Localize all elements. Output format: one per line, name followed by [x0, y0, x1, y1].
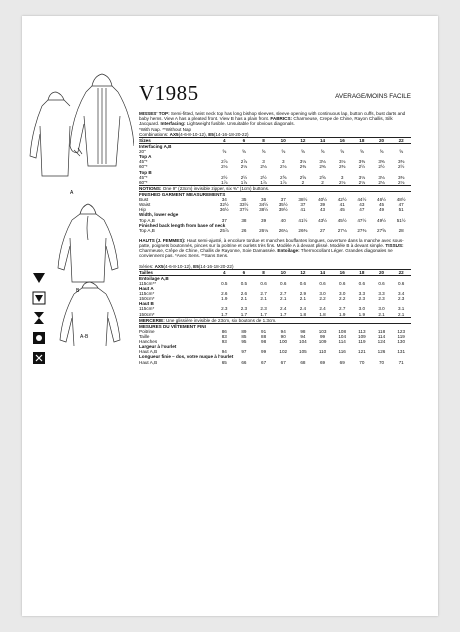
english-measurements-table — [139, 192, 411, 233]
table-cell: 1.9 — [221, 296, 228, 302]
table-cell: 113 — [358, 328, 366, 334]
table-cell: 39½ — [278, 207, 288, 213]
table-cell: 45½ — [337, 217, 347, 223]
row-label: Taille — [139, 334, 150, 340]
table-cell: 2.3 — [221, 306, 228, 312]
table-cell: 2⅝ — [319, 174, 326, 180]
table-cell: 123 — [397, 328, 405, 334]
table-cell: 97 — [241, 349, 247, 355]
table-cell: 121 — [358, 349, 366, 355]
table-cell: 2½ — [221, 174, 228, 180]
row-label: Top A,B — [139, 227, 155, 233]
table-cell: 100 — [279, 339, 288, 345]
table-cell: 2.4 — [299, 306, 307, 312]
table-cell: 94 — [280, 328, 286, 334]
table-cell: 2⅛ — [378, 179, 385, 185]
table-cell: 51½ — [396, 217, 406, 223]
table-cell: 0.6 — [358, 281, 366, 287]
row-label: Longueur finie – dos, votre nuque à l'ourlet — [139, 354, 234, 360]
fr-meas — [139, 324, 411, 365]
table-cell: 116 — [338, 349, 346, 355]
table-cell: 3.0 — [358, 306, 366, 312]
row-label: Haut A — [139, 286, 154, 292]
table-cell: 3 — [340, 174, 344, 180]
row-label: 150cm* — [139, 296, 155, 302]
view-b-label: B — [76, 288, 80, 294]
english-yardage-table — [139, 137, 411, 185]
en-meas — [139, 192, 411, 233]
table-cell: 88 — [261, 334, 267, 340]
cut-pieces-icon — [32, 291, 46, 305]
row-label: Top A,B — [139, 217, 155, 223]
nap-note: *With Nap. **Without Nap — [139, 126, 192, 132]
table-cell: 70 — [378, 359, 385, 365]
french-notions: MERCERIE: Une glissière invisible de 23cm, six boutons de 1.3cm. — [139, 317, 411, 324]
table-cell: 37 — [300, 202, 306, 208]
table-cell: 110 — [318, 349, 327, 355]
table-cell: 103 — [318, 328, 327, 334]
table-cell: 93 — [221, 339, 227, 345]
table-cell: 41½ — [298, 217, 308, 223]
table-cell: 0.6 — [280, 281, 287, 287]
table-cell: 33½ — [239, 202, 249, 208]
table-cell: 69 — [319, 359, 326, 365]
table-cell: 3.0 — [319, 291, 326, 297]
table-cell: 70 — [359, 359, 365, 365]
table-cell: 119 — [397, 334, 405, 340]
table-cell: 109 — [358, 334, 366, 340]
table-cell: 102 — [279, 349, 288, 355]
row-label: Hip — [139, 207, 146, 213]
french-metrage-table — [139, 269, 411, 317]
table-cell: 3⅛ — [339, 159, 346, 165]
table-cell: 49 — [378, 207, 385, 213]
table-cell: 1.8 — [299, 311, 307, 317]
table-cell: 3⅜ — [397, 174, 405, 180]
table-cell: 2½ — [378, 164, 385, 170]
hourglass-icon — [32, 311, 46, 325]
table-cell: 2½ — [358, 164, 366, 170]
table-cell: 2½ — [397, 164, 405, 170]
table-cell: 2.3 — [397, 296, 405, 302]
pattern-info — [139, 111, 411, 365]
table-cell: ⅝ — [300, 149, 305, 155]
table-cell: 2⅝ — [299, 174, 307, 180]
skill-level: AVERAGE/MOINS FACILE — [335, 93, 411, 100]
row-label: Width, lower edge — [139, 212, 179, 218]
table-cell: 1⅞ — [240, 179, 248, 185]
table-cell: 94 — [300, 334, 306, 340]
table-cell: 32½ — [219, 202, 229, 208]
table-cell: 43½ — [318, 217, 328, 223]
table-cell: 67 — [280, 359, 286, 365]
table-cell: 94 — [221, 349, 227, 355]
table-cell: 3⅜ — [397, 159, 405, 165]
table-cell: 26⅜ — [298, 227, 308, 233]
row-label: 60"* — [139, 179, 148, 185]
table-cell: 91 — [261, 328, 267, 334]
table-cell: 41 — [339, 202, 345, 208]
table-cell: 95 — [241, 339, 247, 345]
table-cell: 43 — [359, 202, 365, 208]
table-cell: ⅝ — [320, 149, 325, 155]
table-cell: 47 — [359, 207, 365, 213]
table-cell: 2.4 — [280, 306, 287, 312]
table-cell: ⅝ — [359, 149, 364, 155]
table-cell: ⅝ — [399, 149, 404, 155]
table-cell: 99 — [319, 334, 326, 340]
table-cell: 2.7 — [280, 291, 287, 297]
row-label: 60"* — [139, 164, 148, 170]
table-cell: 1.7 — [221, 311, 228, 317]
table-cell: 2.4 — [319, 306, 326, 312]
table-cell: 69 — [339, 359, 345, 365]
row-label: 115cm* — [139, 291, 155, 297]
table-cell: 2⅛ — [397, 179, 405, 185]
table-cell: 45 — [378, 202, 385, 208]
table-cell: 86 — [221, 328, 227, 334]
view-ab-label: A-B — [80, 334, 89, 340]
table-cell: 48½ — [396, 197, 406, 203]
table-cell: 2.9 — [299, 291, 307, 297]
table-cell: 47 — [398, 202, 404, 208]
row-label: Poitrine — [139, 328, 155, 334]
table-cell: 27⅝ — [377, 227, 386, 233]
table-cell: 85 — [241, 334, 247, 340]
table-cell: 45 — [339, 207, 345, 213]
zipper-icon — [32, 351, 46, 365]
row-label: 45"* — [139, 174, 148, 180]
table-cell: 2.1 — [397, 311, 405, 317]
table-cell: 26¼ — [278, 227, 288, 233]
row-label: Haut A,B — [139, 359, 158, 365]
table-cell: 2.7 — [260, 291, 267, 297]
table-cell: ⅝ — [242, 149, 246, 155]
table-cell: 3⅛ — [378, 174, 385, 180]
table-cell: 1⅞ — [280, 179, 287, 185]
table-cell: 104 — [299, 339, 307, 345]
row-label: FINISHED GARMENT MEASUREMENTS — [139, 192, 226, 198]
table-cell: 3.3 — [378, 291, 385, 297]
table-cell: 0.6 — [378, 281, 385, 287]
table-cell: 2.3 — [358, 296, 366, 302]
table-cell: 65 — [221, 359, 227, 365]
pattern-envelope-back — [22, 16, 438, 616]
table-cell: 3.3 — [358, 291, 366, 297]
table-cell: 38½ — [298, 197, 308, 203]
table-cell: 34½ — [259, 202, 269, 208]
row-label: MESURES DU VÊTEMENT FINI — [139, 323, 206, 329]
table-cell: 2.1 — [299, 296, 307, 302]
table-cell: 114 — [338, 339, 346, 345]
row-label: Largeur à l'ourlet — [139, 344, 177, 350]
table-cell: 130 — [397, 339, 405, 345]
row-label: Waist — [139, 202, 151, 208]
table-cell: 109 — [318, 339, 327, 345]
table-cell: 105 — [299, 349, 307, 355]
table-cell: 37½ — [239, 207, 249, 213]
table-cell: 2.3 — [240, 306, 248, 312]
table-cell: 1.8 — [319, 311, 326, 317]
table-cell: 2⅛ — [240, 164, 248, 170]
table-cell: 2⅜ — [299, 164, 307, 170]
table-cell: ⅝ — [379, 149, 384, 155]
row-label: Top A — [139, 154, 152, 160]
table-cell: 98 — [261, 339, 267, 345]
row-label: Interfacing A,B — [139, 144, 172, 150]
series: Séries: AX5(4-6-8-10-12), E5(14-16-18-20-22) — [139, 263, 234, 269]
table-cell: 2.7 — [339, 306, 346, 312]
table-cell: 3 — [281, 159, 285, 165]
english-notions: NOTIONS: One 9" (23cm) invisible zipper, six ⅜" (1cm) buttons. — [139, 185, 411, 192]
row-label: Bust — [139, 197, 149, 203]
table-cell: 2⅛ — [260, 164, 267, 170]
table-cell: 90 — [280, 334, 286, 340]
table-cell: 39 — [319, 202, 326, 208]
table-cell: 2⅝ — [280, 174, 287, 180]
table-row — [139, 360, 411, 365]
table-cell: 126 — [377, 349, 386, 355]
combinations: Combinations: AX5(4-6-8-10-12), E5(14-16-18-20-22) — [139, 131, 249, 137]
row-label: 115cm* — [139, 306, 155, 312]
table-cell: 26⅛ — [259, 227, 269, 233]
table-cell: 3⅛ — [299, 159, 307, 165]
table-cell: 38 — [241, 217, 247, 223]
row-label: 115cm** — [139, 281, 157, 287]
table-cell: 2.3 — [378, 296, 385, 302]
table-cell: 3 — [262, 159, 265, 165]
table-cell: 41 — [300, 207, 306, 213]
french-description: HAUTS (J. FEMMES): Haut semi-ajusté, à encolure tordue et manches bouffantes longues, ouverture dans la manche avec sous-patte, poignets boutonnés, pinces sur la poitrine et ourlets très fins. Modèle A à devant plissé. Modèle B à devant simple. TISSUS: Charmeuse, Crêpe de Chine, Challis de Rayonne, Soie Damassée. Entoilage: Thermocollant Léger. Grandes diagonales ne conviennent pas. *Avec Sens. **Sans Sens. — [139, 237, 404, 259]
en-rows — [139, 144, 411, 185]
table-cell: 47½ — [357, 217, 367, 223]
table-cell: 0.6 — [299, 281, 307, 287]
symbol-column — [32, 271, 46, 371]
table-cell: ⅝ — [281, 149, 286, 155]
table-cell: 2.1 — [280, 296, 287, 302]
table-cell: 2⅛ — [221, 164, 228, 170]
table-cell: 51 — [398, 207, 404, 213]
table-cell: 28 — [398, 227, 404, 233]
table-cell: 108 — [338, 328, 347, 334]
table-cell: 0.6 — [319, 281, 326, 287]
row-label: Hanches — [139, 339, 158, 345]
table-cell: 0.6 — [339, 281, 346, 287]
table-cell: 2.6 — [221, 291, 228, 297]
table-cell: 2.1 — [260, 296, 267, 302]
table-cell: 89 — [241, 328, 247, 334]
table-cell: 39 — [261, 217, 267, 223]
row-label: Haut B — [139, 301, 154, 307]
table-cell: ⅝ — [340, 149, 345, 155]
table-cell: 71 — [398, 359, 404, 365]
table-cell: 2.6 — [240, 291, 248, 297]
table-cell: 44½ — [357, 197, 367, 203]
table-cell: 66 — [241, 359, 247, 365]
table-cell: 35 — [241, 197, 247, 203]
table-cell: ⅝ — [222, 149, 227, 155]
table-cell: 0.6 — [397, 281, 405, 287]
table-cell: 1.7 — [280, 311, 287, 317]
row-label: 150cm* — [139, 311, 155, 317]
row-label: 45"* — [139, 159, 148, 165]
size-row-fr: Tailles 4 6 8 10 12 14 16 18 20 22 — [139, 269, 411, 275]
table-cell: 27⅛ — [337, 227, 347, 233]
table-cell: 131 — [397, 349, 405, 355]
table-cell: 26 — [241, 227, 247, 233]
english-description: MISSES' TOP: Semi-fitted, twist neck top has long bishop sleeves, sleeve opening with continuous lap, button cuffs, bust darts and baby hems. View A has a pleated front. View B has a plain front. FABRICS: Charmeuse, Crepe de Chine, Rayon Challis, Silk Jacquard. Interfacing: Lightweight fusible. Unsuitable for obvious diagonals. — [139, 111, 406, 127]
table-cell: 1.7 — [240, 311, 248, 317]
table-cell: 1.7 — [260, 311, 267, 317]
table-cell: 2⅛ — [358, 179, 366, 185]
table-cell: ⅝ — [261, 149, 266, 155]
table-cell: 3⅜ — [358, 159, 366, 165]
table-cell: 3.1 — [397, 306, 405, 312]
row-label: Finished back length from base of neck — [139, 222, 226, 228]
table-cell: 2½ — [240, 174, 248, 180]
table-cell: 2⅞ — [240, 159, 248, 165]
header — [139, 81, 411, 110]
table-cell: 46½ — [377, 197, 386, 203]
table-cell: 2 — [321, 179, 324, 185]
row-label: Top B — [139, 169, 152, 175]
table-cell: 3⅜ — [378, 159, 385, 165]
table-cell: 3⅛ — [319, 159, 326, 165]
table-cell: 2.3 — [260, 306, 267, 312]
table-cell: 37 — [280, 197, 286, 203]
table-cell: 35½ — [278, 202, 288, 208]
table-cell: 27⅜ — [357, 227, 367, 233]
table-cell: 83 — [221, 334, 227, 340]
view-a-label: A — [70, 190, 74, 196]
table-cell: 43 — [319, 207, 326, 213]
table-cell: 49½ — [377, 217, 386, 223]
table-cell: 67 — [261, 359, 267, 365]
button-icon — [32, 331, 46, 345]
table-cell: 37 — [221, 217, 227, 223]
table-cell: 3.0 — [378, 306, 385, 312]
pattern-code: V1985 — [139, 81, 199, 105]
table-cell: 68 — [300, 359, 306, 365]
table-cell: 1⅞ — [260, 179, 267, 185]
size-row: Sizes 4 6 8 10 12 14 16 18 20 22 — [139, 138, 411, 144]
table-cell: 0.6 — [260, 281, 267, 287]
table-cell: 2⅛ — [339, 179, 346, 185]
table-cell: 2⅜ — [319, 164, 326, 170]
table-cell: 99 — [261, 349, 267, 355]
table-cell: 2.1 — [240, 296, 248, 302]
fr-rows — [139, 275, 411, 316]
table-cell: 40½ — [318, 197, 328, 203]
table-cell: 2 — [301, 179, 305, 185]
table-cell: 98 — [300, 328, 306, 334]
table-cell: 42½ — [337, 197, 347, 203]
table-cell: 2.2 — [319, 296, 326, 302]
table-cell: 2⅞ — [221, 159, 228, 165]
cut-fold-icon — [32, 271, 46, 285]
table-cell: 40 — [280, 217, 286, 223]
technical-drawings — [22, 16, 134, 616]
table-cell: 1⅞ — [221, 179, 228, 185]
table-cell: 118 — [377, 328, 386, 334]
table-cell: 2.2 — [339, 296, 346, 302]
row-label: 20" — [139, 149, 146, 155]
table-cell: 34 — [221, 197, 227, 203]
table-cell: 1.9 — [358, 311, 366, 317]
table-cell: 1.9 — [339, 311, 346, 317]
table-cell: 3.0 — [339, 291, 346, 297]
table-cell: 3.4 — [397, 291, 405, 297]
table-cell: 2.1 — [378, 311, 385, 317]
table-cell: 27 — [319, 227, 326, 233]
table-cell: 25⅞ — [219, 227, 229, 233]
table-cell: 114 — [377, 334, 386, 340]
french-measurements-table — [139, 324, 411, 365]
table-cell: 104 — [338, 334, 347, 340]
table-cell: 119 — [358, 339, 366, 345]
table-cell: 36½ — [219, 207, 229, 213]
table-cell: 3⅛ — [358, 174, 366, 180]
table-cell: 124 — [377, 339, 386, 345]
row-label: Entoilage A,B — [139, 275, 169, 281]
table-cell: 0.5 — [240, 281, 248, 287]
table-cell: 2½ — [260, 174, 267, 180]
table-cell: 36 — [261, 197, 267, 203]
table-cell: 0.5 — [221, 281, 228, 287]
table-cell: 2⅜ — [339, 164, 346, 170]
table-cell: 2⅛ — [280, 164, 287, 170]
table-cell: 38½ — [259, 207, 269, 213]
row-label: Haut A,B — [139, 349, 158, 355]
